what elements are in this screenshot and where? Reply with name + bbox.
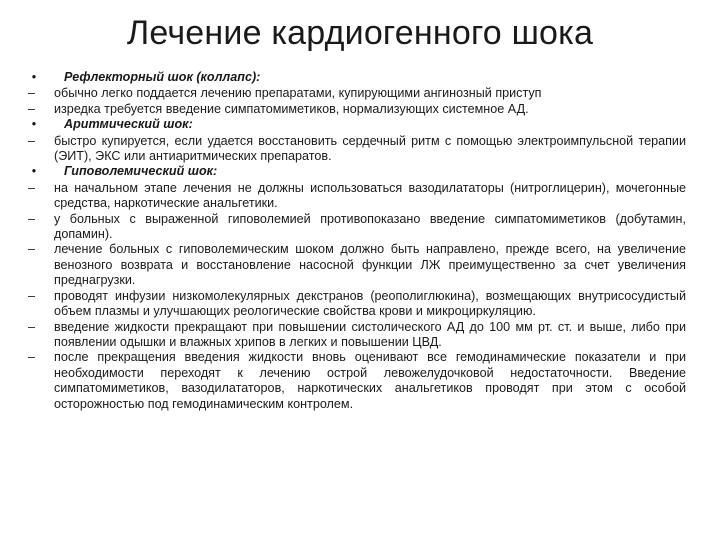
sub-item <box>28 320 686 351</box>
sub-item <box>28 212 686 243</box>
sub-item <box>28 289 686 320</box>
dash-marker: – <box>28 242 36 257</box>
section-reflex-shock <box>28 70 686 117</box>
sub-item-text: введение жидкости прекращают при повышении систолического АД до 100 мм рт. ст. и выше, либо при появлении одышки и влажных хрипов в легких и повышении ЦВД. <box>54 319 686 349</box>
sub-item <box>28 242 686 288</box>
dash-marker: – <box>28 101 36 116</box>
section-arrhythmic-shock <box>28 117 686 164</box>
dash-marker: – <box>28 180 36 195</box>
sub-item <box>28 86 686 101</box>
section-heading: Гиповолемический шок: <box>64 164 218 179</box>
bullet-icon: • <box>31 70 37 84</box>
sub-item <box>28 134 686 165</box>
bullet-item <box>28 117 686 132</box>
sub-item-text: обычно легко поддается лечению препаратами, купирующими ангинозный приступ <box>54 86 542 101</box>
sub-item-text: на начальном этапе лечения не должны использоваться вазодилататоры (нитроглицерин), мочегонные средства, наркотические анальгетики. <box>54 180 686 211</box>
dash-marker: – <box>28 319 36 334</box>
slide-content <box>28 70 686 412</box>
slide-title: Лечение кардиогенного шока <box>126 14 594 52</box>
bullet-item <box>28 164 686 179</box>
sub-item-text: после прекращения введения жидкости вновь оценивают все гемодинамические показатели и при необходимости переходят к лечению острой левожелудочковой недостаточности. Введение симпатомиметиков, вазодилататоров, наркотических анальгетиков проводят при этом с особой осторожностью под гемодинамическим контролем. <box>54 350 686 411</box>
sub-item <box>28 350 686 412</box>
section-heading: Рефлекторный шок (коллапс): <box>64 70 261 84</box>
bullet-item <box>28 70 686 85</box>
sub-item <box>28 102 686 117</box>
sub-item-text: проводят инфузии низкомолекулярных декстранов (реополиглюкина), возмещающих внутрисосудистый объем плазмы и улучшающих реологические свойства крови и микроциркуляцию. <box>54 288 686 319</box>
section-heading: Аритмический шок: <box>64 117 193 132</box>
bullet-icon: • <box>31 117 37 132</box>
dash-marker: – <box>28 133 36 148</box>
dash-marker: – <box>28 86 36 101</box>
bullet-icon: • <box>31 164 37 179</box>
dash-marker: – <box>28 211 36 226</box>
sub-item-text: быстро купируется, если удается восстановить сердечный ритм с помощью электроимпульсной терапии (ЭИТ), ЭКС или антиаритмических препаратов. <box>54 133 686 164</box>
sub-item-text: у больных с выраженной гиповолемией противопоказано введение симпатомиметиков (добутамин, допамин). <box>54 211 686 242</box>
dash-marker: – <box>28 288 36 303</box>
dash-marker: – <box>28 350 36 365</box>
sub-item <box>28 181 686 212</box>
sub-item-text: изредка требуется введение симпатомиметиков, нормализующих системное АД. <box>54 101 529 116</box>
section-hypovolemic-shock <box>28 164 686 412</box>
sub-item-text: лечение больных с гиповолемическим шоком должно быть направлено, прежде всего, на увеличение венозного возврата и восстановление насосной функции ЛЖ преимущественно за счет увеличения преднагрузки. <box>54 242 686 288</box>
